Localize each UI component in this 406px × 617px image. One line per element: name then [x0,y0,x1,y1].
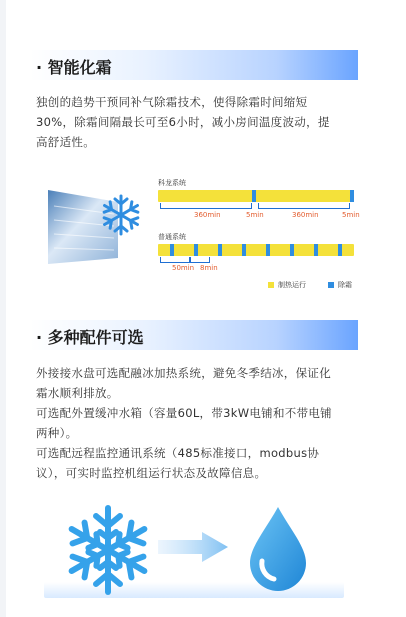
defrost-segment [170,244,174,256]
section-title-defrost: · 智能化霜 [36,58,112,77]
paragraph-line: 两种）。 [36,426,78,440]
paragraph-line: 可选配外置缓冲水箱（容量60L，带3kW电铺和不带电铺 [36,406,332,420]
defrost-segment [218,244,222,256]
snowflake-icon [98,192,144,242]
water-drop-icon [238,503,318,593]
defrost-segment [338,244,342,256]
paragraph-line: 霜水顺利排放。 [36,386,119,400]
system-a-timeline [158,190,354,202]
section-header-defrost [30,50,358,80]
defrost-segment [194,244,198,256]
dim-label: 360min [194,211,221,219]
paragraph-line: 议），可实时监控机组运行状态及故障信息。 [36,466,267,480]
dim-label: 5min [342,211,360,219]
dim-label: 5min [246,211,264,219]
paragraph-line: 可选配远程监控通讯系统（485标准接口，modbus协 [36,446,320,460]
dim-brace [258,203,350,209]
section-header-accessories [30,320,358,350]
paragraph-line: 独创的趋势干预同补气除霜技术，使得除霜时间缩短 [36,95,308,109]
defrost-segment [314,244,318,256]
paragraph-line: 30%，除霜间隔最长可至6小时，减小房间温度波动，提 [36,115,330,129]
paragraph-line: 外接接水盘可选配融冰加热系统，避免冬季结冰，保证化 [36,366,331,380]
dim-brace [160,203,252,209]
defrost-segment [290,244,294,256]
defrost-segment [266,244,270,256]
system-a-label: 科龙系统 [158,179,186,187]
dim-label: 360min [292,211,319,219]
legend-swatch-defrost [328,282,334,288]
dim-brace [160,257,190,263]
system-b-timeline [158,244,354,256]
dim-label: 50min [172,264,195,272]
paragraph-line: 高舒适性。 [36,135,95,149]
section-title-accessories: · 多种配件可选 [36,328,144,347]
snowflake-icon [58,500,158,600]
accessories-description [36,363,361,483]
left-edge [0,0,6,617]
defrost-segment [242,244,246,256]
dim-brace [190,257,210,263]
defrost-segment [350,190,354,202]
defrost-description [36,92,361,152]
system-b-label: 普通系统 [158,233,186,241]
legend-label-defrost: 除霜 [338,281,352,289]
legend-label-heating: 制热运行 [278,281,306,289]
defrost-segment [252,190,256,202]
dim-label: 8min [200,264,218,272]
legend-swatch-heating [268,282,274,288]
arrow-right-icon [158,532,228,562]
